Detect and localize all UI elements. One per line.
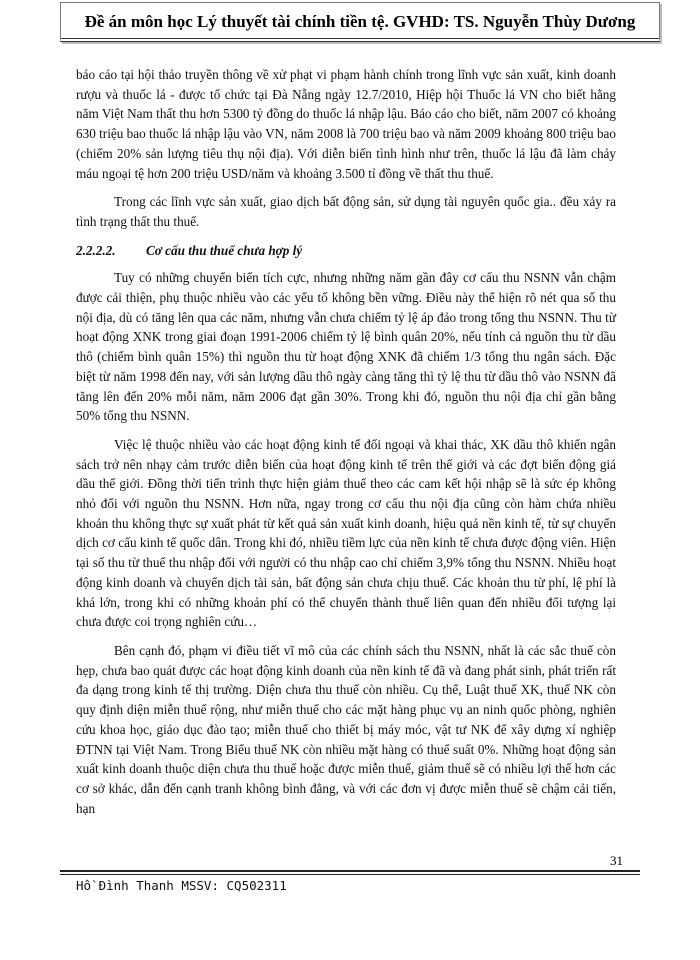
page-body <box>76 65 616 818</box>
footer-divider <box>60 870 640 875</box>
page-header <box>60 2 660 42</box>
page-number: 31 <box>610 853 623 868</box>
paragraph: Việc lệ thuộc nhiều vào các hoạt động kinh tế đối ngoại và khai thác, XK dầu thô khiến ngân sách trở nên nhạy cảm trước diễn biến của hoạt động kinh tế trên thế giới và các đợt biến động giá dầu thế giới. Đồng thời tiến trình thực hiện giảm thuế theo các cam kết hội nhập sẽ là sức ép không nhỏ đối với nguồn thu NSNN. Hơn nữa, ngay trong cơ cấu thu nội địa cũng còn hàm chứa nhiều khoản thu không thực sự xuất phát từ kết quả sản xuất kinh doanh, hiệu quả nền kinh tế, từ sự chuyển dịch cơ cấu kinh tế quốc dân. Trong khi đó, nhiều tiềm lực của nền kinh tế chưa được động viên. Hiện tại số thu từ thuế thu nhập đối với người có thu nhập cao chỉ chiếm 3,9% tổng thu NSNN. Nhiều hoạt động kinh doanh và chuyển dịch tài sản, bất động sản chưa chịu thuế. Các khoản thu từ phí, lệ phí là khá lớn, trong khi có những khoản phí có thể chuyển thành thuế liên quan đến nhiều đối tượng lại chưa được coi trọng nghiên cứu… <box>76 436 616 630</box>
section-heading <box>76 241 616 261</box>
section-number: 2.2.2.2. <box>76 242 116 258</box>
paragraph-continuation: báo cáo tại hội thảo truyền thông về xử phạt vi phạm hành chính trong lĩnh vực sản xuất, kinh doanh rượu và thuốc lá - được tổ chức tại Đà Nẵng ngày 12.7/2010, Hiệp hội Thuốc lá VN cho biết hằng năm Việt Nam thất thu hơn 5300 tỷ đồng do thuốc lá nhập lậu. Báo cáo cho biết, năm 2007 có khoảng 630 triệu bao thuốc lá nhập lậu vào VN, năm 2008 là 700 triệu bao và năm 2009 khoảng 800 triệu bao (chiếm 20% sản lượng tiêu thụ nội địa). Với diễn biến tình hình như trên, thuốc lá lậu đã làm chảy máu ngoại tệ hơn 200 triệu USD/năm và khoảng 3.500 tỉ đồng về thất thu thuế. <box>76 67 616 181</box>
header-title: Đề án môn học Lý thuyết tài chính tiền tệ. GVHD: TS. Nguyễn Thùy Dương <box>84 12 636 31</box>
paragraph: Bên cạnh đó, phạm vi điều tiết vĩ mô của các chính sách thu NSNN, nhất là các sắc thuế còn hẹp, chưa bao quát được các hoạt động kinh doanh của nền kinh tế đã và đang phát sinh, phát triển rất đa dạng trong kinh tế thị trường. Diện chưa thu thuế còn nhiều. Cụ thể, Luật thuế XK, thuế NK còn quy định diện miễn thuế rộng, như miễn thuế cho các mặt hàng phục vụ an ninh quốc phòng, nghiên cứu khoa học, giáo dục đào tạo; miễn thuế cho thiết bị máy móc, vật tư NK để xây dựng xí nghiệp ĐTNN tại Việt Nam. Trong Biểu thuế NK còn nhiều mặt hàng có thuế suất 0%. Những hoạt động sản xuất kinh doanh thuộc diện chưa thu thuế hoặc được miễn thuế, giảm thuế sẽ có nhiều lợi thế hơn các cơ sở khác, dẫn đến cạnh tranh không bình đẳng, và với các đơn vị được miễn thuế sẽ chậm cải tiến, hạn <box>76 642 616 816</box>
footer-author: Hồ Đình Thanh MSSV: CQ502311 <box>76 878 287 893</box>
paragraph: Trong các lĩnh vực sản xuất, giao dịch bất động sản, sử dụng tài nguyên quốc gia.. đều xảy ra tình trạng thất thu thuế. <box>76 194 616 229</box>
section-title: Cơ cấu thu thuế chưa hợp lý <box>146 242 303 258</box>
paragraph: Tuy có những chuyển biến tích cực, nhưng những năm gần đây cơ cấu thu NSNN vẫn chậm được cải thiện, phụ thuộc nhiều vào các yếu tố không bền vững. Điều này thể hiện rõ nét qua số thu nội địa, dù có tăng lên qua các năm, nhưng vẫn chưa chiếm tỷ lệ áp đảo trong tổng thu NSNN. Thu từ hoạt động XNK trong giai đoạn 1991-2006 chiếm tỷ lệ bình quân 20%, nếu tính cả nguồn thu từ dầu thô (chiếm bình quân 15%) thì nguồn thu từ hoạt động XNK đã chiếm 1/3 tổng thu ngân sách. Đặc biệt từ năm 1998 đến nay, với sản lượng dầu thô ngày càng tăng thì tỷ lệ thu từ dầu thô vào NSNN đã tăng lên đến 20% mỗi năm, năm 2006 đạt gần 30%. Trong khi đó, nguồn thu nội địa chỉ gần bằng 50% tổng thu NSNN. <box>76 270 616 424</box>
